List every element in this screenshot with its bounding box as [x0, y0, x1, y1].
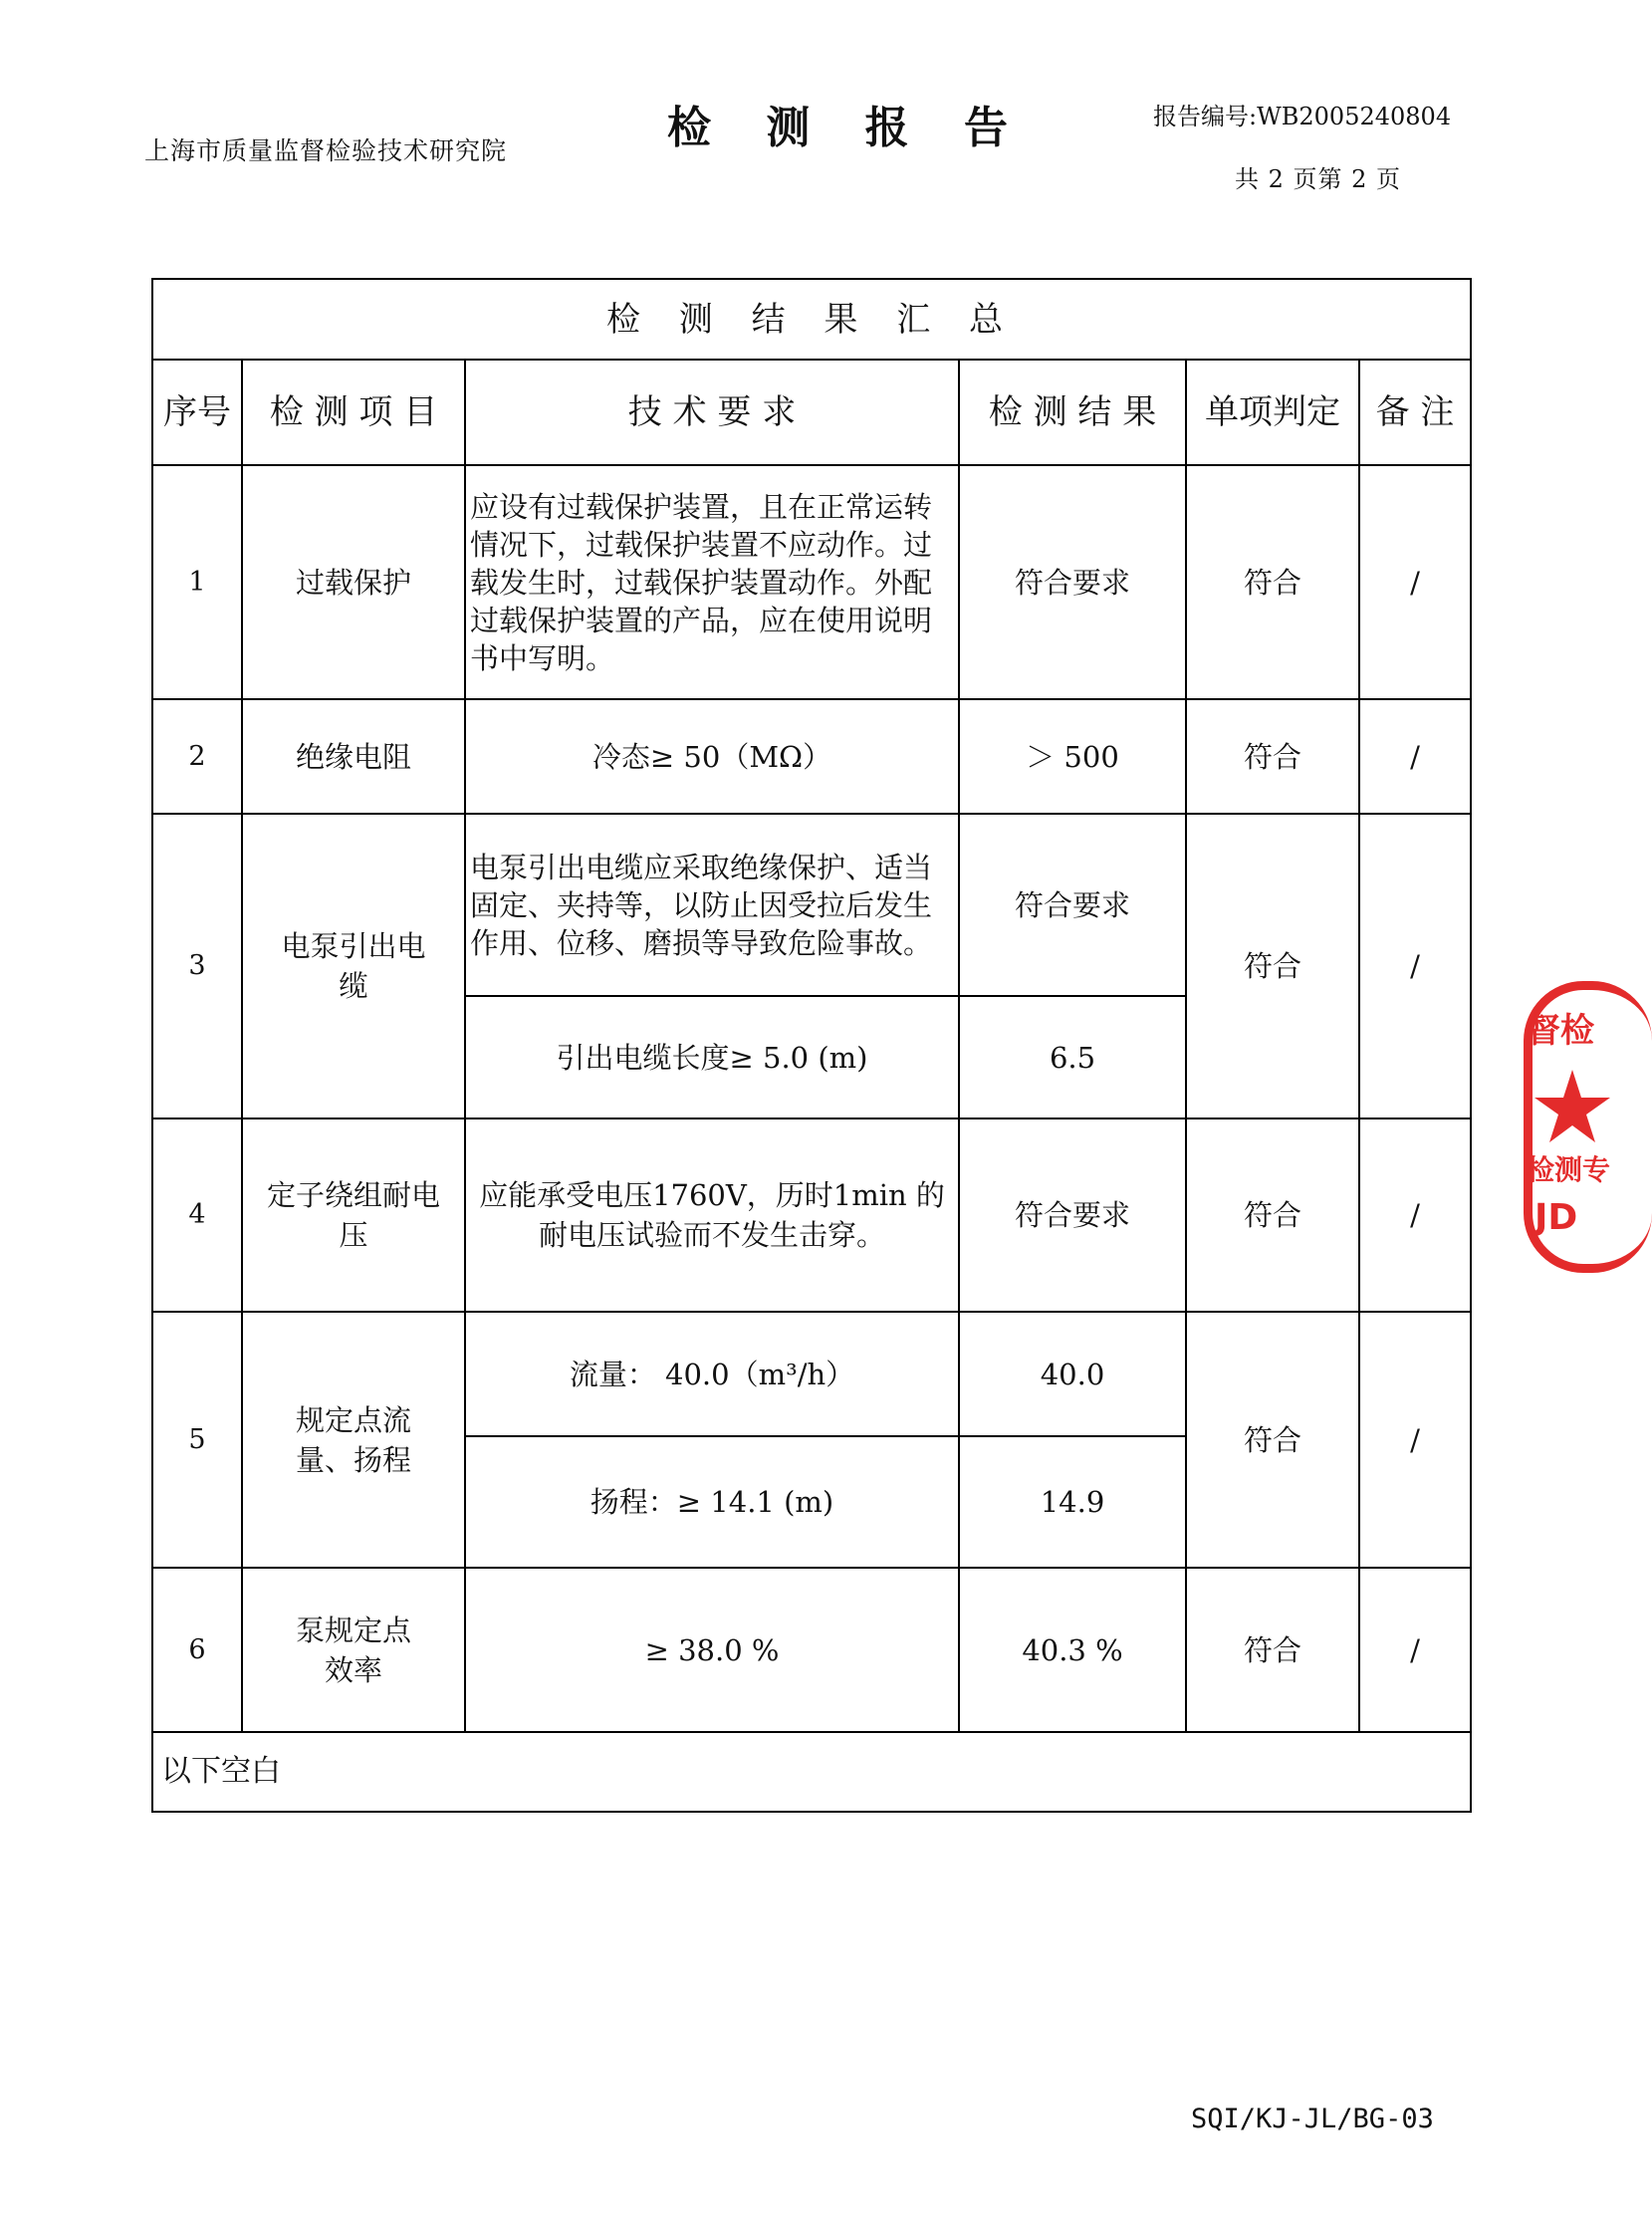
- table-row: [152, 814, 1471, 996]
- row-verdict: 符合: [1186, 465, 1359, 699]
- col-header-verdict: 单项判定: [1186, 360, 1359, 465]
- row-verdict: 符合: [1186, 699, 1359, 814]
- seal-mark: [1527, 990, 1611, 1249]
- row-remark: /: [1359, 1118, 1471, 1312]
- page-title: 检 测 报 告: [667, 103, 1028, 153]
- row-requirement-2: 扬程：≥ 14.1 (m): [465, 1436, 959, 1568]
- row-result: 40.0: [959, 1312, 1186, 1436]
- row-verdict: 符合: [1186, 1568, 1359, 1732]
- report-number: 报告编号:WB2005240804: [1153, 103, 1452, 130]
- row-requirement-2: 引出电缆长度≥ 5.0 (m): [465, 996, 959, 1118]
- row-remark: /: [1359, 465, 1471, 699]
- page-info: 共 2 页第 2 页: [1235, 165, 1402, 193]
- row-remark: /: [1359, 814, 1471, 1118]
- row-no: 6: [152, 1568, 242, 1732]
- row-item: 过载保护: [242, 465, 465, 699]
- row-result: 符合要求: [959, 1118, 1186, 1312]
- row-requirement: ≥ 38.0 %: [465, 1568, 959, 1732]
- row-no: 4: [152, 1118, 242, 1312]
- row-verdict: 符合: [1186, 1118, 1359, 1312]
- row-result-2: 14.9: [959, 1436, 1186, 1568]
- row-result: 符合要求: [959, 465, 1186, 699]
- table-row: [152, 1118, 1471, 1312]
- table-row: [152, 465, 1471, 699]
- row-remark: /: [1359, 1312, 1471, 1568]
- row-item: 定子绕组耐电压: [242, 1118, 465, 1312]
- svg-text:督检: 督检: [1527, 1011, 1594, 1051]
- row-item: 电泵引出电缆: [242, 814, 465, 1118]
- table-row: [152, 1568, 1471, 1732]
- row-result: 40.3 %: [959, 1568, 1186, 1732]
- row-no: 5: [152, 1312, 242, 1568]
- row-result: ＞ 500: [959, 699, 1186, 814]
- row-no: 3: [152, 814, 242, 1118]
- row-no: 1: [152, 465, 242, 699]
- col-header-requirement: 技 术 要 求: [465, 360, 959, 465]
- svg-text:JD: JD: [1534, 1197, 1578, 1238]
- row-requirement: 冷态≥ 50（MΩ）: [465, 699, 959, 814]
- results-table: [151, 278, 1472, 1813]
- row-no: 2: [152, 699, 242, 814]
- row-remark: /: [1359, 1568, 1471, 1732]
- row-remark: /: [1359, 699, 1471, 814]
- row-requirement: 电泵引出电缆应采取绝缘保护、适当固定、夹持等，以防止因受拉后发生作用、位移、磨损等导致危险事故。: [465, 814, 959, 996]
- row-result: 符合要求: [959, 814, 1186, 996]
- col-header-result: 检 测 结 果: [959, 360, 1186, 465]
- col-header-item: 检 测 项 目: [242, 360, 465, 465]
- col-header-remark: 备 注: [1359, 360, 1471, 465]
- table-caption: 检 测 结 果 汇 总: [152, 279, 1471, 360]
- row-requirement: 应能承受电压1760V，历时1min 的耐电压试验而不发生击穿。: [465, 1118, 959, 1312]
- table-row: [152, 1312, 1471, 1436]
- table-row: [152, 699, 1471, 814]
- seal-star-icon: [1534, 1070, 1610, 1142]
- row-result-2: 6.5: [959, 996, 1186, 1118]
- row-item: 规定点流量、扬程: [242, 1312, 465, 1568]
- row-verdict: 符合: [1186, 1312, 1359, 1568]
- official-seal: [1524, 981, 1652, 1273]
- blank-below-note: 以下空白: [152, 1732, 1471, 1812]
- row-item: 泵规定点效率: [242, 1568, 465, 1732]
- organization-name: 上海市质量监督检验技术研究院: [144, 136, 508, 165]
- row-verdict: 符合: [1186, 814, 1359, 1118]
- col-header-no: 序号: [152, 360, 242, 465]
- row-item: 绝缘电阻: [242, 699, 465, 814]
- form-code: SQI/KJ-JL/BG-03: [1191, 2104, 1434, 2134]
- row-requirement: 流量： 40.0（m³/h）: [465, 1312, 959, 1436]
- row-requirement: 应设有过载保护装置，且在正常运转情况下，过载保护装置不应动作。过载发生时，过载保护装置动作。外配过载保护装置的产品，应在使用说明书中写明。: [465, 465, 959, 699]
- svg-text:检测专: 检测专: [1527, 1153, 1611, 1186]
